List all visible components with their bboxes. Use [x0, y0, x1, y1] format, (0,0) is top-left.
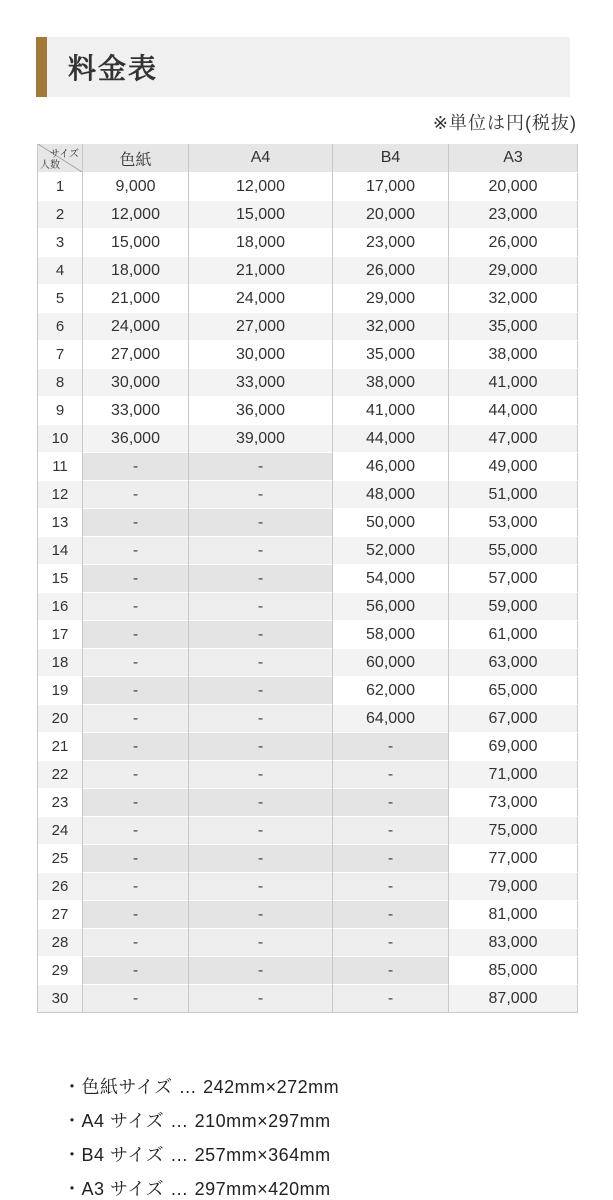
people-count-cell: 18	[38, 649, 83, 677]
note-label: B4 サイズ	[81, 1145, 165, 1165]
price-cell: 39,000	[189, 425, 333, 453]
price-cell: 79,000	[449, 873, 578, 901]
people-count-cell: 4	[38, 257, 83, 285]
price-cell: -	[333, 929, 449, 957]
price-cell: 54,000	[333, 565, 449, 593]
price-cell: -	[189, 817, 333, 845]
price-cell: -	[333, 817, 449, 845]
column-header: B4	[333, 144, 449, 173]
price-cell: -	[83, 705, 189, 733]
price-cell: -	[83, 845, 189, 873]
column-header: A3	[449, 144, 578, 173]
price-cell: 15,000	[189, 201, 333, 229]
people-count-cell: 1	[38, 173, 83, 201]
price-cell: 29,000	[449, 257, 578, 285]
people-count-cell: 25	[38, 845, 83, 873]
price-cell: 46,000	[333, 453, 449, 481]
people-count-cell: 24	[38, 817, 83, 845]
price-cell: -	[333, 873, 449, 901]
price-cell: 35,000	[449, 313, 578, 341]
table-row	[38, 453, 578, 481]
price-cell: 33,000	[189, 369, 333, 397]
price-cell: 29,000	[333, 285, 449, 313]
price-cell: 52,000	[333, 537, 449, 565]
people-count-cell: 2	[38, 201, 83, 229]
price-cell: -	[189, 873, 333, 901]
size-note-line	[30, 1036, 340, 1097]
price-cell: 21,000	[83, 285, 189, 313]
people-count-cell: 19	[38, 677, 83, 705]
price-cell: -	[83, 789, 189, 817]
price-cell: 33,000	[83, 397, 189, 425]
column-header: 色紙	[83, 144, 189, 173]
price-cell: 27,000	[189, 313, 333, 341]
corner-label-people: 人数	[40, 160, 60, 171]
price-cell: 35,000	[333, 341, 449, 369]
price-cell: 20,000	[449, 173, 578, 201]
people-count-cell: 13	[38, 509, 83, 537]
price-cell: 61,000	[449, 621, 578, 649]
people-count-cell: 7	[38, 341, 83, 369]
note-size: 210mm×297mm	[194, 1111, 331, 1131]
price-cell: 56,000	[333, 593, 449, 621]
size-notes	[30, 1036, 340, 1199]
price-cell: 38,000	[333, 369, 449, 397]
table-row	[38, 565, 578, 593]
column-header: A4	[189, 144, 333, 173]
price-cell: -	[189, 957, 333, 985]
price-cell: -	[189, 593, 333, 621]
price-cell: 60,000	[333, 649, 449, 677]
price-cell: -	[189, 453, 333, 481]
note-label: A4 サイズ	[81, 1111, 165, 1131]
table-row	[38, 341, 578, 369]
price-cell: 51,000	[449, 481, 578, 509]
price-cell: 17,000	[333, 173, 449, 201]
note-dots: …	[170, 1179, 189, 1199]
price-cell: 12,000	[189, 173, 333, 201]
people-count-cell: 10	[38, 425, 83, 453]
price-cell: -	[333, 901, 449, 929]
table-row	[38, 425, 578, 453]
price-cell: -	[83, 985, 189, 1013]
price-cell: -	[83, 761, 189, 789]
people-count-cell: 8	[38, 369, 83, 397]
price-cell: 18,000	[189, 229, 333, 257]
price-cell: -	[83, 481, 189, 509]
table-row	[38, 621, 578, 649]
people-count-cell: 9	[38, 397, 83, 425]
table-row	[38, 201, 578, 229]
people-count-cell: 26	[38, 873, 83, 901]
price-cell: 26,000	[449, 229, 578, 257]
price-cell: 53,000	[449, 509, 578, 537]
price-cell: 21,000	[189, 257, 333, 285]
price-cell: -	[83, 453, 189, 481]
price-cell: -	[333, 733, 449, 761]
price-cell: 77,000	[449, 845, 578, 873]
people-count-cell: 15	[38, 565, 83, 593]
price-cell: -	[83, 957, 189, 985]
price-cell: 69,000	[449, 733, 578, 761]
table-row	[38, 313, 578, 341]
price-cell: 48,000	[333, 481, 449, 509]
table-row	[38, 481, 578, 509]
table-row	[38, 929, 578, 957]
price-cell: 50,000	[333, 509, 449, 537]
table-row	[38, 509, 578, 537]
table-row	[38, 257, 578, 285]
price-cell: -	[83, 621, 189, 649]
price-cell: 41,000	[333, 397, 449, 425]
price-cell: 83,000	[449, 929, 578, 957]
price-cell: 30,000	[189, 341, 333, 369]
header-row	[38, 144, 578, 173]
title-accent-bar	[36, 37, 47, 97]
price-cell: -	[189, 761, 333, 789]
people-count-cell: 14	[38, 537, 83, 565]
table-row	[38, 957, 578, 985]
people-count-cell: 21	[38, 733, 83, 761]
price-cell: -	[333, 957, 449, 985]
note-bullet: ・	[63, 1179, 82, 1199]
price-cell: 24,000	[189, 285, 333, 313]
price-cell: 49,000	[449, 453, 578, 481]
price-cell: 30,000	[83, 369, 189, 397]
price-cell: 23,000	[449, 201, 578, 229]
table-row	[38, 873, 578, 901]
table-row	[38, 705, 578, 733]
price-cell: -	[189, 789, 333, 817]
price-cell: -	[189, 481, 333, 509]
price-cell: 27,000	[83, 341, 189, 369]
price-cell: -	[189, 677, 333, 705]
people-count-cell: 5	[38, 285, 83, 313]
price-cell: -	[189, 509, 333, 537]
page-title: 料金表	[68, 53, 159, 84]
price-cell: 57,000	[449, 565, 578, 593]
price-cell: 62,000	[333, 677, 449, 705]
people-count-cell: 6	[38, 313, 83, 341]
table-row	[38, 789, 578, 817]
price-cell: -	[189, 985, 333, 1013]
price-cell: 87,000	[449, 985, 578, 1013]
price-cell: -	[189, 705, 333, 733]
table-row	[38, 397, 578, 425]
note-size: 242mm×272mm	[203, 1077, 340, 1097]
price-cell: 44,000	[333, 425, 449, 453]
price-cell: -	[83, 649, 189, 677]
title-band	[36, 37, 570, 97]
price-cell: 23,000	[333, 229, 449, 257]
price-cell: -	[83, 593, 189, 621]
table-row	[38, 677, 578, 705]
people-count-cell: 16	[38, 593, 83, 621]
people-count-cell: 12	[38, 481, 83, 509]
people-count-cell: 17	[38, 621, 83, 649]
table-row	[38, 537, 578, 565]
price-cell: -	[189, 565, 333, 593]
people-count-cell: 23	[38, 789, 83, 817]
price-cell: 67,000	[449, 705, 578, 733]
table-row	[38, 845, 578, 873]
price-cell: 18,000	[83, 257, 189, 285]
table-row	[38, 229, 578, 257]
people-count-cell: 22	[38, 761, 83, 789]
table-row	[38, 985, 578, 1013]
price-cell: 71,000	[449, 761, 578, 789]
price-cell: 24,000	[83, 313, 189, 341]
corner-label-size: サイズ	[49, 149, 79, 160]
price-cell: 36,000	[83, 425, 189, 453]
table-row	[38, 593, 578, 621]
price-cell: 9,000	[83, 173, 189, 201]
price-cell: 32,000	[449, 285, 578, 313]
note-bullet: ・	[63, 1077, 82, 1097]
price-cell: 58,000	[333, 621, 449, 649]
table-row	[38, 901, 578, 929]
table-row	[38, 761, 578, 789]
note-size: 257mm×364mm	[194, 1145, 331, 1165]
price-cell: -	[189, 929, 333, 957]
price-cell: 36,000	[189, 397, 333, 425]
price-cell: 47,000	[449, 425, 578, 453]
unit-note: ※単位は円(税抜)	[432, 113, 577, 133]
note-label: A3 サイズ	[81, 1179, 165, 1199]
price-cell: -	[189, 845, 333, 873]
price-cell: -	[83, 537, 189, 565]
note-bullet: ・	[63, 1145, 82, 1165]
price-cell: 41,000	[449, 369, 578, 397]
price-cell: -	[333, 985, 449, 1013]
price-cell: -	[189, 733, 333, 761]
note-label: 色紙サイズ	[81, 1077, 173, 1097]
table-row	[38, 817, 578, 845]
price-cell: 59,000	[449, 593, 578, 621]
price-table	[37, 143, 578, 1013]
price-cell: 12,000	[83, 201, 189, 229]
people-count-cell: 30	[38, 985, 83, 1013]
price-cell: -	[189, 537, 333, 565]
price-cell: -	[83, 677, 189, 705]
people-count-cell: 29	[38, 957, 83, 985]
table-row	[38, 649, 578, 677]
price-cell: -	[333, 789, 449, 817]
price-cell: 85,000	[449, 957, 578, 985]
price-cell: -	[189, 901, 333, 929]
price-cell: -	[83, 509, 189, 537]
price-cell: -	[83, 733, 189, 761]
price-cell: 32,000	[333, 313, 449, 341]
note-dots: …	[170, 1145, 189, 1165]
price-cell: -	[333, 845, 449, 873]
price-cell: 65,000	[449, 677, 578, 705]
price-cell: 38,000	[449, 341, 578, 369]
price-cell: 15,000	[83, 229, 189, 257]
table-row	[38, 369, 578, 397]
table-body	[38, 173, 578, 1013]
note-dots: …	[178, 1077, 198, 1097]
price-cell: 55,000	[449, 537, 578, 565]
price-cell: 26,000	[333, 257, 449, 285]
corner-header-cell	[38, 144, 83, 173]
table-row	[38, 285, 578, 313]
price-cell: -	[83, 565, 189, 593]
price-cell: -	[333, 761, 449, 789]
people-count-cell: 20	[38, 705, 83, 733]
price-cell: -	[189, 621, 333, 649]
price-cell: -	[189, 649, 333, 677]
price-cell: 63,000	[449, 649, 578, 677]
price-cell: 20,000	[333, 201, 449, 229]
price-cell: 75,000	[449, 817, 578, 845]
price-cell: -	[83, 817, 189, 845]
price-cell: 81,000	[449, 901, 578, 929]
price-cell: -	[83, 901, 189, 929]
people-count-cell: 3	[38, 229, 83, 257]
people-count-cell: 27	[38, 901, 83, 929]
price-cell: 73,000	[449, 789, 578, 817]
table-row	[38, 173, 578, 201]
note-dots: …	[170, 1111, 189, 1131]
price-cell: 64,000	[333, 705, 449, 733]
people-count-cell: 28	[38, 929, 83, 957]
price-cell: -	[83, 873, 189, 901]
table-row	[38, 733, 578, 761]
price-cell: -	[83, 929, 189, 957]
price-cell: 44,000	[449, 397, 578, 425]
note-bullet: ・	[63, 1111, 82, 1131]
people-count-cell: 11	[38, 453, 83, 481]
note-size: 297mm×420mm	[194, 1179, 331, 1199]
